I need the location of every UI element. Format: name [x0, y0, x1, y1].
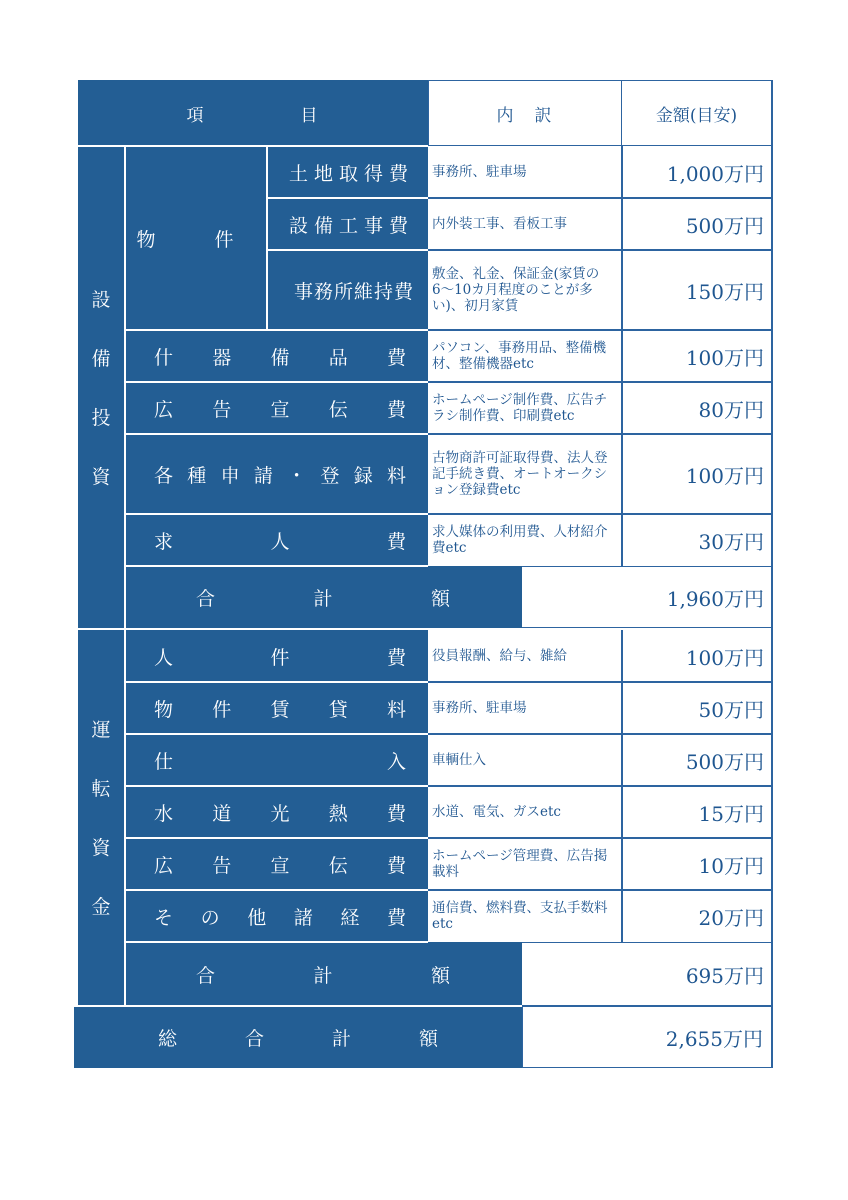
- operating-subtotal-text: 695万円: [685, 963, 764, 988]
- row-detail-text: パソコン、事務用品、整備機材、整備機器etc: [432, 340, 607, 372]
- row-name-cell: [124, 682, 428, 734]
- row-amount: [622, 146, 772, 198]
- row-name-cell: [266, 198, 428, 250]
- equipment-section-label-cell: [78, 146, 124, 628]
- row-name-char: 宣: [270, 398, 290, 421]
- row-name-char: 入: [386, 750, 406, 773]
- row-name-char: 物: [154, 698, 174, 721]
- row-name-char: 伝: [328, 854, 348, 877]
- row-name-char: 費: [386, 530, 406, 553]
- grid-line: [428, 433, 772, 435]
- row-detail: [428, 734, 622, 786]
- operating-section-label: [91, 699, 110, 935]
- header-item-label: 項 目: [186, 105, 320, 126]
- equipment-subtotal-amount: [522, 566, 772, 628]
- row-detail: [428, 514, 622, 566]
- row-name-char: 他: [247, 906, 267, 929]
- row-amount: [622, 786, 772, 838]
- subtotal-char: 合: [196, 587, 216, 610]
- row-name-cell: [124, 838, 428, 890]
- row-amount-text: 30万円: [698, 529, 764, 554]
- grand-total-amount: [522, 1006, 772, 1068]
- grand-total-char: 総: [158, 1027, 178, 1050]
- row-detail: [428, 890, 622, 942]
- row-detail-text: ホームページ管理費、広告掲載料: [432, 848, 608, 880]
- row-detail-text: 通信費、燃料費、支払手数料etc: [432, 900, 608, 932]
- grid-line: [266, 249, 428, 251]
- equipment-section-label: [91, 269, 110, 505]
- row-name-char: 費: [386, 346, 406, 369]
- operating-subtotal-label-cell: [124, 942, 522, 1006]
- row-name-char: 品: [328, 346, 348, 369]
- row-name-char: 什: [154, 346, 174, 369]
- row-amount: [622, 838, 772, 890]
- row-amount: [622, 250, 772, 330]
- grid-line: [428, 733, 772, 735]
- row-amount-text: 100万円: [685, 345, 764, 370]
- row-name-char: 登: [320, 464, 340, 487]
- row-detail: [428, 434, 622, 514]
- header-amount-label: 金額(目安): [655, 105, 738, 126]
- grid-line: [124, 733, 428, 735]
- row-name-char: 録: [353, 464, 373, 487]
- row-name-char: 賃: [270, 698, 290, 721]
- header-breakdown-label: 内 訳: [496, 105, 554, 126]
- grid-line: [621, 146, 623, 566]
- row-detail-text: 役員報酬、給与、雑給: [432, 648, 567, 664]
- row-name-char: 費: [386, 646, 406, 669]
- grid-line: [428, 837, 772, 839]
- row-name-char: 経: [340, 906, 360, 929]
- row-name-cell: [124, 382, 428, 434]
- row-name-cell: [266, 146, 428, 198]
- row-name-char: 広: [154, 854, 174, 877]
- grid-line: [428, 785, 772, 787]
- equipment-label-char: 投: [91, 407, 111, 429]
- grid-line: [124, 837, 428, 839]
- row-name-char: 宣: [270, 854, 290, 877]
- row-detail-text: 敷金、礼金、保証金(家賃の6〜10カ月程度のことが多い)、初月家賃: [432, 266, 600, 314]
- row-name-char: 件: [270, 646, 290, 669]
- row-detail-text: 求人媒体の利用費、人材紹介費etc: [432, 524, 608, 556]
- grand-total-char: 額: [418, 1027, 438, 1050]
- operating-label-char: 転: [91, 778, 111, 800]
- grid-line: [428, 249, 772, 251]
- row-name-char: ・: [287, 464, 307, 487]
- row-amount-text: 50万円: [698, 697, 764, 722]
- row-detail: [428, 198, 622, 250]
- row-name-char: 熱: [328, 802, 348, 825]
- row-amount: [622, 734, 772, 786]
- grid-line: [124, 681, 428, 683]
- row-name-char: 告: [212, 398, 232, 421]
- row-name-char: そ: [154, 906, 174, 929]
- operating-subtotal-amount: [522, 942, 772, 1006]
- grid-line: [428, 329, 772, 331]
- grid-line: [428, 889, 772, 891]
- row-amount-text: 80万円: [698, 397, 764, 422]
- row-name-char: 備: [270, 346, 290, 369]
- row-name-char: 伝: [328, 398, 348, 421]
- row-name-char: 仕: [154, 750, 174, 773]
- row-name-cell: [124, 786, 428, 838]
- row-name-char: 貸: [328, 698, 348, 721]
- row-name-char: 道: [212, 802, 232, 825]
- grid-line: [124, 146, 126, 1006]
- row-name-char: 件: [212, 698, 232, 721]
- subtotal-char: 額: [430, 587, 450, 610]
- row-amount: [622, 198, 772, 250]
- row-detail: [428, 682, 622, 734]
- row-name-char: 広: [154, 398, 174, 421]
- header-amount-cell: [621, 80, 772, 146]
- row-amount: [622, 890, 772, 942]
- row-name-char: 料: [386, 698, 406, 721]
- row-name-char: の: [200, 906, 220, 929]
- row-name: 土地取得費: [288, 162, 414, 185]
- property-group-cell: [124, 146, 266, 330]
- row-detail: [428, 250, 622, 330]
- row-name-char: 費: [386, 398, 406, 421]
- row-amount-text: 20万円: [698, 905, 764, 930]
- operating-label-char: 金: [91, 896, 111, 918]
- row-name-char: 費: [386, 906, 406, 929]
- grid-line: [428, 197, 772, 199]
- row-name-char: 人: [154, 646, 174, 669]
- equipment-label-char: 資: [91, 466, 111, 488]
- row-amount-text: 10万円: [698, 853, 764, 878]
- row-amount: [622, 682, 772, 734]
- row-name-char: 各: [154, 464, 174, 487]
- equipment-label-char: 設: [91, 289, 111, 311]
- row-amount: [622, 382, 772, 434]
- equipment-subtotal-text: 1,960万円: [666, 586, 764, 611]
- row-amount-text: 15万円: [698, 801, 764, 826]
- row-detail: [428, 330, 622, 382]
- row-name-char: 費: [386, 854, 406, 877]
- row-name-char: 料: [386, 464, 406, 487]
- grid-line: [124, 941, 428, 943]
- operating-label-char: 資: [91, 837, 111, 859]
- grid-line: [74, 1005, 522, 1007]
- row-amount-text: 100万円: [685, 645, 764, 670]
- header-breakdown-cell: [428, 80, 622, 146]
- row-name-char: 請: [253, 464, 273, 487]
- row-name-cell: [124, 330, 428, 382]
- grid-line: [78, 628, 522, 630]
- equipment-subtotal-label-cell: [124, 566, 522, 628]
- row-name-char: 申: [220, 464, 240, 487]
- grid-line: [78, 145, 428, 147]
- row-name-char: 諸: [293, 906, 313, 929]
- grid-line: [124, 329, 428, 331]
- row-name-char: 種: [187, 464, 207, 487]
- grid-line: [771, 80, 773, 1068]
- operating-label-char: 運: [91, 719, 111, 741]
- row-detail: [428, 382, 622, 434]
- grid-line: [266, 146, 268, 330]
- row-amount: [622, 630, 772, 682]
- grid-line: [124, 381, 428, 383]
- grid-line: [428, 381, 772, 383]
- row-detail-text: 水道、電気、ガスetc: [432, 804, 561, 820]
- grid-line: [428, 513, 772, 515]
- grand-total-label-cell: [74, 1006, 522, 1068]
- grid-line: [124, 565, 428, 567]
- row-name-char: 費: [386, 802, 406, 825]
- grid-line: [124, 785, 428, 787]
- equipment-label-char: 備: [91, 348, 111, 370]
- row-name-cell: [124, 890, 428, 942]
- row-name-char: 求: [154, 530, 174, 553]
- subtotal-char: 計: [313, 587, 333, 610]
- row-amount-text: 1,000万円: [666, 161, 764, 186]
- row-name-char: 人: [270, 530, 290, 553]
- row-detail-text: 事務所、駐車場: [432, 700, 527, 716]
- row-name-cell: [266, 250, 428, 330]
- subtotal-char: 計: [313, 964, 333, 987]
- grid-line: [428, 681, 772, 683]
- row-name-cell: [124, 514, 428, 566]
- row-detail: [428, 146, 622, 198]
- operating-section-label-cell: [78, 628, 124, 1006]
- row-amount: [622, 514, 772, 566]
- grand-total-text: 2,655万円: [665, 1026, 763, 1051]
- row-amount-text: 500万円: [685, 213, 764, 238]
- row-name-char: 器: [212, 346, 232, 369]
- subtotal-char: 合: [196, 964, 216, 987]
- row-name-char: 水: [154, 802, 174, 825]
- grid-line: [124, 433, 428, 435]
- grid-line: [124, 513, 428, 515]
- row-detail: [428, 786, 622, 838]
- row-name-char: 光: [270, 802, 290, 825]
- row-name-cell: [124, 434, 428, 514]
- grid-line: [266, 197, 428, 199]
- row-detail: [428, 838, 622, 890]
- property-group-label: 物 件: [136, 228, 254, 251]
- row-amount: [622, 434, 772, 514]
- row-name-cell: [124, 734, 428, 786]
- grid-line: [124, 889, 428, 891]
- row-detail-text: ホームページ制作費、広告チラシ制作費、印刷費etc: [432, 392, 608, 424]
- header-item-cell: [78, 80, 428, 146]
- subtotal-char: 額: [430, 964, 450, 987]
- row-amount: [622, 330, 772, 382]
- row-name: 設備工事費: [288, 214, 414, 237]
- grand-total-char: 計: [331, 1027, 351, 1050]
- row-detail-text: 内外装工事、看板工事: [432, 216, 567, 232]
- row-amount-text: 500万円: [685, 749, 764, 774]
- row-detail: [428, 630, 622, 682]
- row-name-char: 告: [212, 854, 232, 877]
- row-amount-text: 150万円: [685, 279, 764, 304]
- row-detail-text: 車輌仕入: [432, 752, 486, 768]
- grand-total-char: 合: [244, 1027, 264, 1050]
- row-detail-text: 事務所、駐車場: [432, 164, 527, 180]
- row-name-cell: [124, 630, 428, 682]
- row-amount-text: 100万円: [685, 463, 764, 488]
- row-detail-text: 古物商許可証取得費、法人登記手続き費、オートオークション登録費etc: [432, 450, 608, 498]
- row-name: 事務所維持費: [293, 280, 414, 303]
